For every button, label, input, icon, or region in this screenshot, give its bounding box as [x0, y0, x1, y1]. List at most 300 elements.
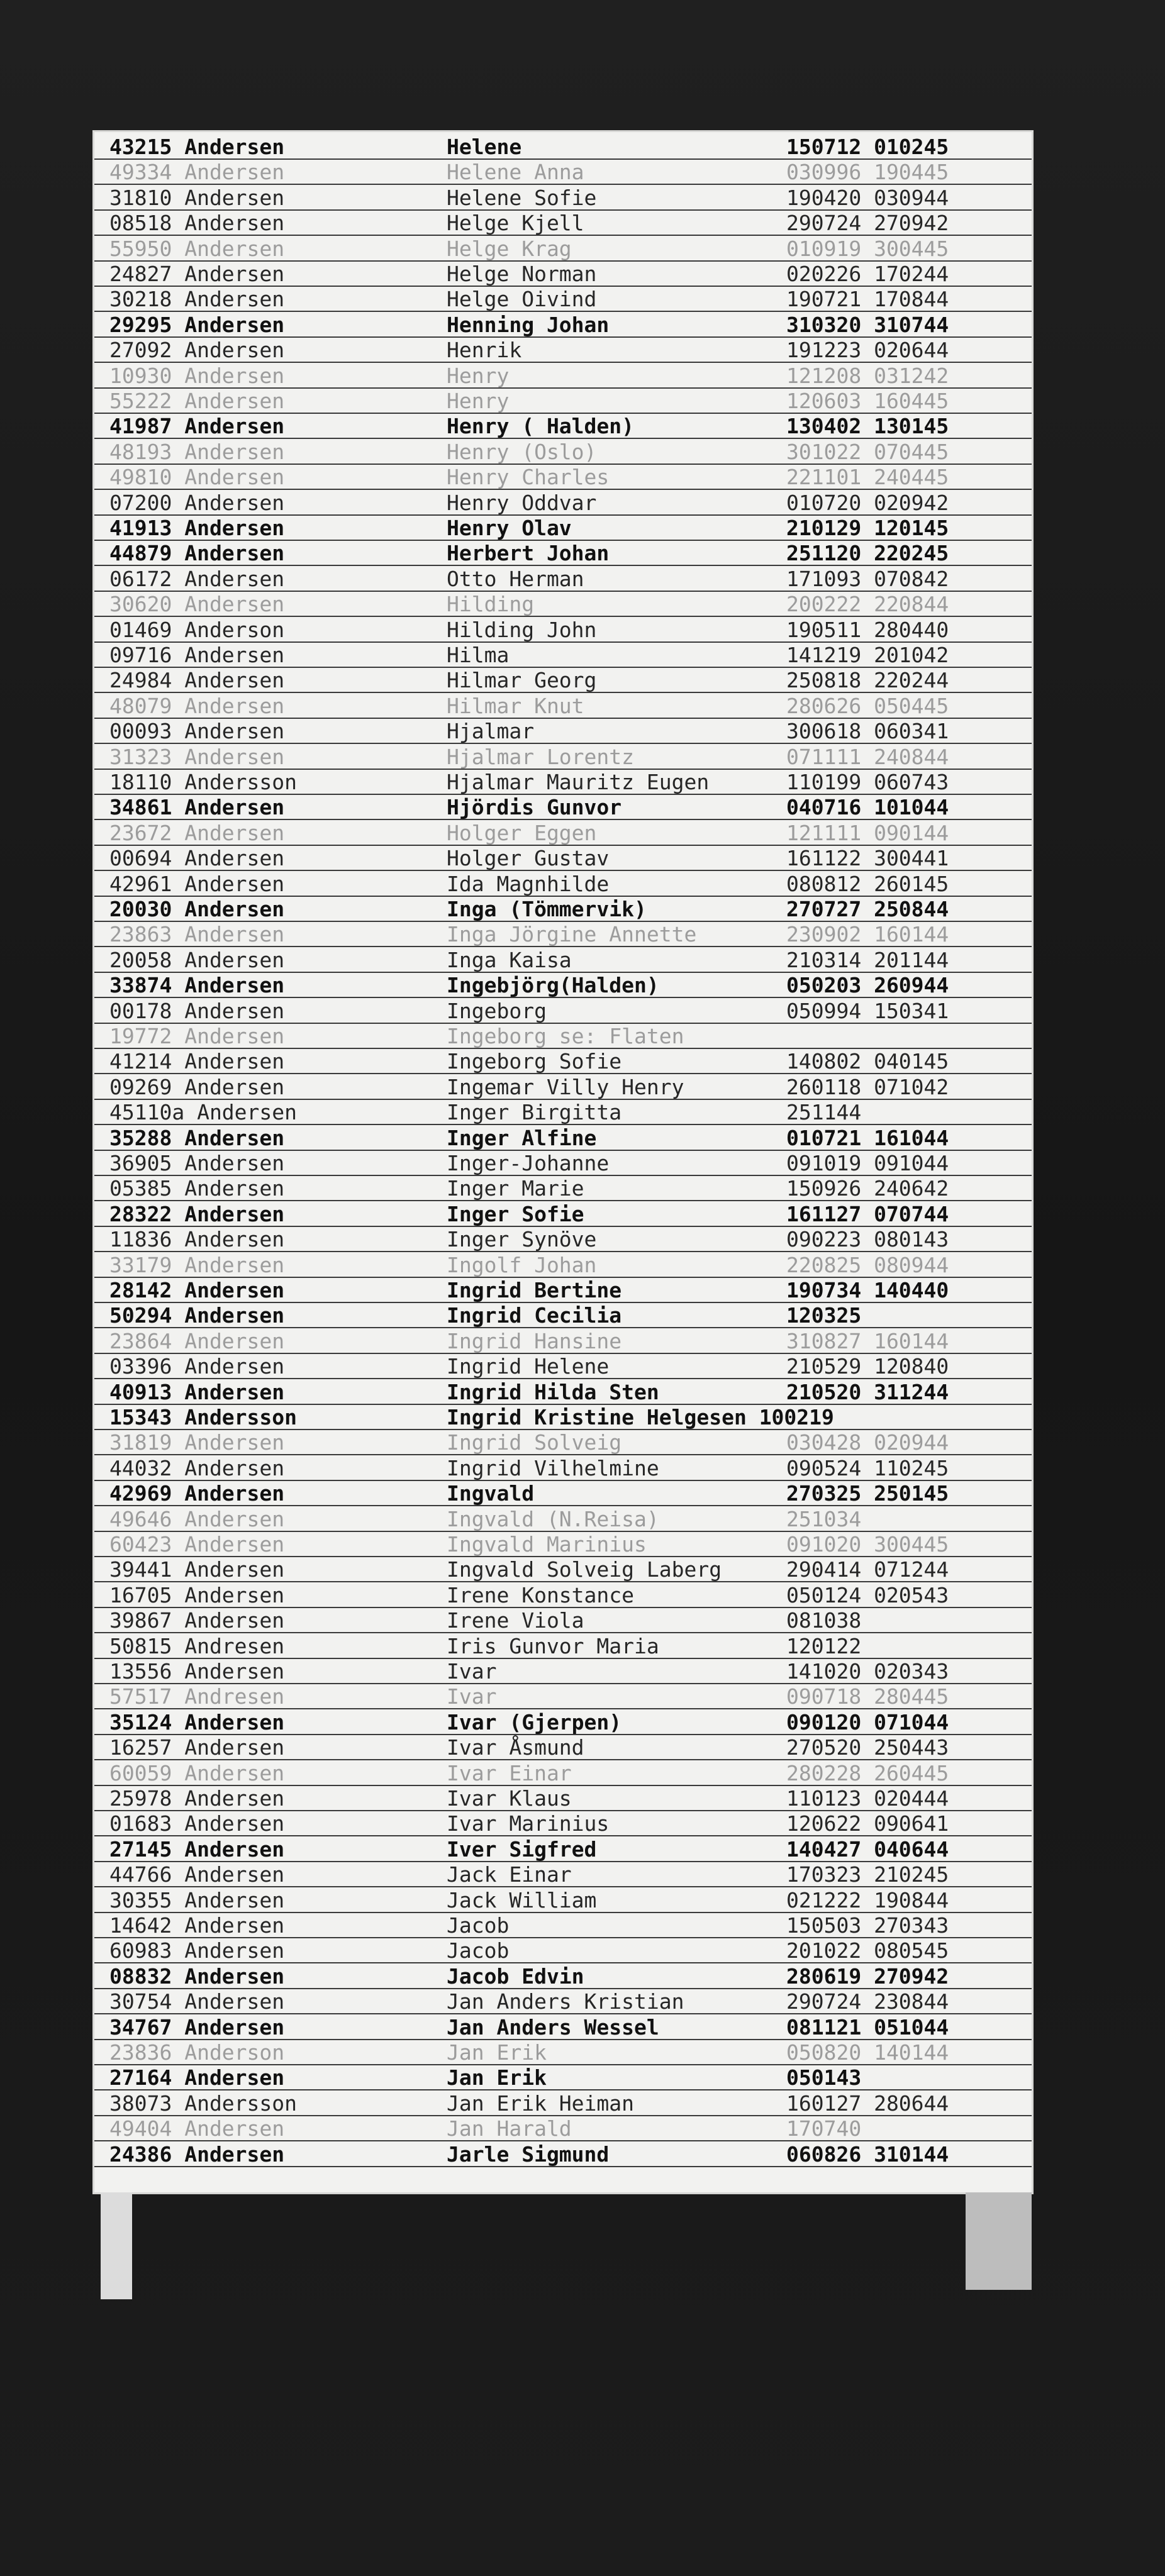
surname-entry: 27164 Andersen	[109, 2065, 285, 2090]
given-name: Ingrid Cecilia	[447, 1303, 622, 1328]
surname-entry: 30754 Andersen	[109, 1989, 285, 2014]
index-row	[94, 389, 1032, 414]
index-row	[94, 1761, 1032, 1786]
given-name: Ivar Einar	[447, 1760, 572, 1785]
date-entry: 171093 070842	[786, 566, 949, 591]
index-row	[94, 1456, 1032, 1481]
index-row	[94, 2116, 1032, 2141]
surname-entry: 60983 Andersen	[109, 1938, 285, 1963]
index-row	[94, 1329, 1032, 1354]
surname-entry: 40913 Andersen	[109, 1379, 285, 1404]
index-row	[94, 262, 1032, 287]
surname-entry: 28322 Andersen	[109, 1201, 285, 1226]
date-entry: 190734 140440	[786, 1278, 949, 1302]
given-name: Hilding	[447, 592, 535, 617]
surname-entry: 01683 Andersen	[109, 1811, 285, 1836]
index-row	[94, 2091, 1032, 2116]
index-row	[94, 1811, 1032, 1836]
surname-entry: 31810 Andersen	[109, 185, 285, 210]
given-name: Ingrid Solveig	[447, 1430, 622, 1455]
index-row	[94, 1049, 1032, 1074]
surname-entry: 16257 Andersen	[109, 1735, 285, 1760]
index-row	[94, 2065, 1032, 2090]
date-entry: 091020 300445	[786, 1532, 949, 1557]
index-row	[94, 440, 1032, 465]
surname-entry: 57517 Andresen	[109, 1684, 285, 1709]
surname-entry: 15343 Andersson	[109, 1405, 298, 1430]
surname-entry: 24386 Andersen	[109, 2141, 285, 2167]
surname-entry: 00093 Andersen	[109, 719, 285, 744]
date-entry: 080812 260145	[786, 871, 949, 896]
index-row	[94, 592, 1032, 617]
date-entry: 120622 090641	[786, 1811, 949, 1836]
surname-entry: 49810 Andersen	[109, 465, 285, 490]
date-entry: 120325	[786, 1303, 862, 1328]
index-row	[94, 922, 1032, 947]
date-entry: 120122	[786, 1633, 862, 1658]
index-card	[94, 132, 1032, 2192]
date-entry: 270520 250443	[786, 1735, 949, 1760]
index-row	[94, 1913, 1032, 1938]
index-row	[94, 491, 1032, 516]
index-row	[94, 1735, 1032, 1760]
surname-entry: 34861 Andersen	[109, 795, 285, 820]
index-row	[94, 313, 1032, 338]
given-name: Inger Marie	[447, 1176, 584, 1201]
surname-entry: 16705 Andersen	[109, 1582, 285, 1607]
given-name: Ingrid Helene	[447, 1354, 610, 1379]
index-row	[94, 211, 1032, 236]
surname-entry: 30620 Andersen	[109, 592, 285, 617]
date-entry: 050143	[786, 2065, 862, 2090]
index-row	[94, 1278, 1032, 1303]
given-name: Inger Alfine	[447, 1125, 597, 1150]
index-row	[94, 948, 1032, 973]
index-row	[94, 1354, 1032, 1379]
surname-entry: 35288 Andersen	[109, 1125, 285, 1150]
surname-entry: 08832 Andersen	[109, 1963, 285, 1989]
given-name: Jan Anders Kristian	[447, 1989, 684, 2014]
given-name: Henry Olav	[447, 516, 572, 540]
given-name: Ingolf Johan	[447, 1252, 597, 1277]
surname-entry: 14642 Andersen	[109, 1913, 285, 1938]
date-entry: 290414 071244	[786, 1557, 949, 1582]
surname-entry: 30218 Andersen	[109, 287, 285, 312]
given-name: Inga Jörgine Annette	[447, 922, 697, 947]
surname-entry: 43215 Andersen	[109, 135, 285, 159]
date-entry: 081121 051044	[786, 2014, 949, 2040]
surname-entry: 24984 Andersen	[109, 668, 285, 693]
index-row	[94, 897, 1032, 922]
surname-entry: 08518 Andersen	[109, 211, 285, 236]
given-name: Hjalmar Lorentz	[447, 744, 635, 769]
surname-entry: 33179 Andersen	[109, 1252, 285, 1277]
index-row	[94, 1380, 1032, 1405]
surname-entry: 50294 Andersen	[109, 1303, 285, 1328]
surname-entry: 07200 Andersen	[109, 490, 285, 515]
given-name: Helge Oivind	[447, 287, 597, 312]
date-entry: 290724 270942	[786, 211, 949, 236]
surname-entry: 44766 Andersen	[109, 1862, 285, 1887]
date-entry: 190721 170844	[786, 287, 949, 312]
index-row	[94, 1786, 1032, 1811]
surname-entry: 48193 Andersen	[109, 439, 285, 464]
given-name: Ingrid Hilda Sten	[447, 1379, 659, 1404]
surname-entry: 41913 Andersen	[109, 516, 285, 540]
given-name: Herbert Johan	[447, 541, 610, 566]
index-row	[94, 1862, 1032, 1887]
given-name: Henry	[447, 389, 510, 413]
card-tab-left	[101, 2192, 132, 2299]
given-name: Ingeborg	[447, 998, 547, 1023]
index-row	[94, 1634, 1032, 1659]
surname-entry: 42969 Andersen	[109, 1481, 285, 1506]
surname-entry: 23836 Anderson	[109, 2040, 285, 2065]
surname-entry: 09716 Andersen	[109, 643, 285, 667]
given-name: Inger Birgitta	[447, 1100, 622, 1125]
surname-entry: 23672 Andersen	[109, 820, 285, 845]
surname-entry: 05385 Andersen	[109, 1176, 285, 1201]
date-entry: 050203 260944	[786, 973, 949, 998]
surname-entry: 55222 Andersen	[109, 389, 285, 413]
surname-entry: 49646 Andersen	[109, 1506, 285, 1531]
date-entry: 121111 090144	[786, 820, 949, 845]
surname-entry: 38073 Andersson	[109, 2090, 298, 2116]
date-entry: 170740	[786, 2116, 862, 2141]
given-name: Ingeborg se: Flaten	[447, 1024, 684, 1048]
given-name: Hjalmar	[447, 719, 535, 744]
given-name: Inger Synöve	[447, 1227, 597, 1252]
index-row	[94, 1964, 1032, 1989]
given-name: Inger-Johanne	[447, 1151, 610, 1175]
index-row	[94, 1151, 1032, 1176]
index-row	[94, 618, 1032, 643]
given-name: Ingrid Bertine	[447, 1278, 622, 1302]
given-name: Jacob Edvin	[447, 1963, 584, 1989]
date-entry: 090524 110245	[786, 1455, 949, 1480]
given-name: Henrik	[447, 338, 522, 363]
date-entry: 230902 160144	[786, 922, 949, 947]
date-entry: 221101 240445	[786, 465, 949, 490]
given-name: Holger Gustav	[447, 846, 610, 871]
surname-entry: 42961 Andersen	[109, 871, 285, 896]
surname-entry: 13556 Andersen	[109, 1659, 285, 1684]
date-entry: 160127 280644	[786, 2090, 949, 2116]
date-entry: 251034	[786, 1506, 862, 1531]
date-entry: 280619 270942	[786, 1963, 949, 1989]
date-entry: 050994 150341	[786, 998, 949, 1023]
date-entry: 081038	[786, 1608, 862, 1633]
surname-entry: 39441 Andersen	[109, 1557, 285, 1582]
given-name: Ingvald (N.Reisa)	[447, 1506, 659, 1531]
given-name: Iris Gunvor Maria	[447, 1633, 659, 1658]
date-entry: 250818 220244	[786, 668, 949, 693]
index-row	[94, 287, 1032, 312]
date-entry: 280228 260445	[786, 1760, 949, 1785]
surname-entry: 44032 Andersen	[109, 1455, 285, 1480]
date-entry: 300618 060341	[786, 719, 949, 744]
date-entry: 270727 250844	[786, 897, 949, 921]
given-name: Ivar (Gjerpen)	[447, 1709, 622, 1735]
date-entry: 290724 230844	[786, 1989, 949, 2014]
surname-entry: 49404 Andersen	[109, 2116, 285, 2141]
given-name: Jan Anders Wessel	[447, 2014, 659, 2040]
surname-entry: 11836 Andersen	[109, 1227, 285, 1252]
given-name: Ivar Åsmund	[447, 1735, 584, 1760]
date-entry: 161122 300441	[786, 846, 949, 871]
date-entry: 040716 101044	[786, 795, 949, 820]
surname-entry: 55950 Andersen	[109, 236, 285, 261]
index-row	[94, 1481, 1032, 1506]
surname-entry: 29295 Andersen	[109, 312, 285, 337]
date-entry: 251120 220245	[786, 541, 949, 566]
given-name: Ingrid Kristine Helgesen 100219	[447, 1405, 834, 1430]
date-entry: 121208 031242	[786, 363, 949, 388]
date-entry: 150712 010245	[786, 135, 949, 159]
given-name: Irene Konstance	[447, 1582, 635, 1607]
given-name: Inger Sofie	[447, 1201, 584, 1226]
index-row	[94, 694, 1032, 719]
index-row	[94, 1659, 1032, 1684]
date-entry: 050820 140144	[786, 2040, 949, 2065]
index-row	[94, 1126, 1032, 1151]
index-row	[94, 1405, 1032, 1430]
surname-entry: 20058 Andersen	[109, 947, 285, 972]
index-row	[94, 160, 1032, 185]
given-name: Helene	[447, 135, 522, 159]
index-row	[94, 414, 1032, 439]
given-name: Ivar	[447, 1659, 497, 1684]
given-name: Ivar Klaus	[447, 1786, 572, 1811]
date-entry: 140802 040145	[786, 1049, 949, 1074]
surname-entry: 27145 Andersen	[109, 1836, 285, 1862]
index-row	[94, 1557, 1032, 1582]
date-entry: 260118 071042	[786, 1074, 949, 1099]
index-row	[94, 770, 1032, 795]
index-row	[94, 465, 1032, 490]
surname-entry: 50815 Andresen	[109, 1633, 285, 1658]
given-name: Hilma	[447, 643, 510, 667]
given-name: Iver Sigfred	[447, 1836, 597, 1862]
given-name: Ingvald	[447, 1481, 535, 1506]
index-row	[94, 846, 1032, 871]
date-entry: 110199 060743	[786, 770, 949, 794]
given-name: Jan Erik	[447, 2065, 547, 2090]
given-name: Henry Charles	[447, 465, 610, 490]
date-entry: 110123 020444	[786, 1786, 949, 1811]
given-name: Hilding John	[447, 617, 597, 642]
index-row	[94, 338, 1032, 363]
given-name: Henning Johan	[447, 312, 610, 337]
index-row	[94, 999, 1032, 1024]
given-name: Ingvald Solveig Laberg	[447, 1557, 722, 1582]
given-name: Hjalmar Mauritz Eugen	[447, 770, 710, 794]
index-row	[94, 1532, 1032, 1557]
index-row	[94, 1684, 1032, 1709]
given-name: Inga (Tömmervik)	[447, 897, 647, 921]
surname-entry: 01469 Anderson	[109, 617, 285, 642]
given-name: Jack Einar	[447, 1862, 572, 1887]
index-row	[94, 1710, 1032, 1735]
date-entry: 030428 020944	[786, 1430, 949, 1455]
date-entry: 170323 210245	[786, 1862, 949, 1887]
index-row	[94, 2040, 1032, 2065]
surname-entry: 27092 Andersen	[109, 338, 285, 363]
date-entry: 020226 170244	[786, 262, 949, 286]
given-name: Jan Erik Heiman	[447, 2090, 635, 2116]
given-name: Inga Kaisa	[447, 947, 572, 972]
index-row	[94, 1024, 1032, 1049]
index-row	[94, 1303, 1032, 1328]
given-name: Irene Viola	[447, 1608, 584, 1633]
given-name: Henry ( Halden)	[447, 414, 635, 439]
date-entry: 091019 091044	[786, 1151, 949, 1175]
given-name: Henry	[447, 363, 510, 388]
given-name: Hilmar Knut	[447, 693, 584, 718]
index-row	[94, 1608, 1032, 1633]
date-entry: 141219 201042	[786, 643, 949, 667]
date-entry: 310320 310744	[786, 312, 949, 337]
index-row	[94, 541, 1032, 566]
surname-entry: 06172 Andersen	[109, 566, 285, 591]
index-row	[94, 1202, 1032, 1227]
date-entry: 010720 020942	[786, 490, 949, 515]
surname-entry: 20030 Andersen	[109, 897, 285, 921]
index-row	[94, 1938, 1032, 1963]
date-entry: 090718 280445	[786, 1684, 949, 1709]
index-row	[94, 1227, 1032, 1252]
surname-entry: 41214 Andersen	[109, 1049, 285, 1074]
surname-entry: 41987 Andersen	[109, 414, 285, 439]
surname-entry: 28142 Andersen	[109, 1278, 285, 1302]
date-entry: 251144	[786, 1100, 862, 1125]
surname-entry: 31819 Andersen	[109, 1430, 285, 1455]
surname-entry: 30355 Andersen	[109, 1887, 285, 1913]
date-entry: 270325 250145	[786, 1481, 949, 1506]
date-entry: 201022 080545	[786, 1938, 949, 1963]
date-entry: 210529 120840	[786, 1354, 949, 1379]
surname-entry: 03396 Andersen	[109, 1354, 285, 1379]
index-row	[94, 236, 1032, 262]
date-entry: 310827 160144	[786, 1328, 949, 1353]
given-name: Ingeborg Sofie	[447, 1049, 622, 1074]
index-row	[94, 745, 1032, 770]
given-name: Ivar Marinius	[447, 1811, 610, 1836]
given-name: Ingebjörg(Halden)	[447, 973, 659, 998]
surname-entry: 23863 Andersen	[109, 922, 285, 947]
surname-entry: 44879 Andersen	[109, 541, 285, 566]
given-name: Ingemar Villy Henry	[447, 1074, 684, 1099]
given-name: Jacob	[447, 1938, 510, 1963]
index-row	[94, 1888, 1032, 1913]
given-name: Jacob	[447, 1913, 510, 1938]
surname-entry: 60423 Andersen	[109, 1532, 285, 1557]
date-entry: 030996 190445	[786, 160, 949, 185]
surname-entry: 39867 Andersen	[109, 1608, 285, 1633]
card-tab-right	[966, 2192, 1032, 2290]
given-name: Henry Oddvar	[447, 490, 597, 515]
date-entry: 021222 190844	[786, 1887, 949, 1913]
date-entry: 191223 020644	[786, 338, 949, 363]
date-entry: 150503 270343	[786, 1913, 949, 1938]
given-name: Jack William	[447, 1887, 597, 1913]
given-name: Hjördis Gunvor	[447, 795, 622, 820]
index-row	[94, 795, 1032, 820]
index-row	[94, 364, 1032, 389]
index-row	[94, 1100, 1032, 1125]
index-row	[94, 516, 1032, 541]
index-row	[94, 872, 1032, 897]
given-name: Hilmar Georg	[447, 668, 597, 693]
date-entry: 150926 240642	[786, 1176, 949, 1201]
surname-entry: 49334 Andersen	[109, 160, 285, 185]
surname-entry: 34767 Andersen	[109, 2014, 285, 2040]
date-entry: 050124 020543	[786, 1582, 949, 1607]
given-name: Helene Sofie	[447, 185, 597, 210]
date-entry: 220825 080944	[786, 1252, 949, 1277]
date-entry: 210520 311244	[786, 1379, 949, 1404]
given-name: Helge Krag	[447, 236, 572, 261]
date-entry: 190420 030944	[786, 185, 949, 210]
surname-entry: 60059 Andersen	[109, 1760, 285, 1785]
surname-entry: 18110 Andersson	[109, 770, 298, 794]
index-row	[94, 1837, 1032, 1862]
index-row	[94, 1075, 1032, 1100]
index-row	[94, 719, 1032, 744]
date-entry: 210129 120145	[786, 516, 949, 540]
surname-entry: 35124 Andersen	[109, 1709, 285, 1735]
index-row	[94, 1430, 1032, 1455]
date-entry: 090120 071044	[786, 1709, 949, 1735]
surname-entry: 45110a Andersen	[109, 1100, 298, 1125]
date-entry: 141020 020343	[786, 1659, 949, 1684]
surname-entry: 33874 Andersen	[109, 973, 285, 998]
given-name: Helge Kjell	[447, 211, 584, 236]
given-name: Holger Eggen	[447, 820, 597, 845]
index-row	[94, 567, 1032, 592]
surname-entry: 48079 Andersen	[109, 693, 285, 718]
surname-entry: 23864 Andersen	[109, 1328, 285, 1353]
surname-entry: 00178 Andersen	[109, 998, 285, 1023]
index-row	[94, 2142, 1032, 2167]
given-name: Helene Anna	[447, 160, 584, 185]
index-row	[94, 186, 1032, 211]
date-entry: 090223 080143	[786, 1227, 949, 1252]
date-entry: 130402 130145	[786, 414, 949, 439]
date-entry: 210314 201144	[786, 947, 949, 972]
given-name: Ivar	[447, 1684, 497, 1709]
surname-entry: 31323 Andersen	[109, 744, 285, 769]
surname-entry: 10930 Andersen	[109, 363, 285, 388]
index-row	[94, 1507, 1032, 1532]
index-row	[94, 643, 1032, 668]
given-name: Ingvald Marinius	[447, 1532, 647, 1557]
given-name: Helge Norman	[447, 262, 597, 286]
date-entry: 200222 220844	[786, 592, 949, 617]
surname-entry: 00694 Andersen	[109, 846, 285, 871]
date-entry: 120603 160445	[786, 389, 949, 413]
given-name: Jan Harald	[447, 2116, 572, 2141]
index-row	[94, 1176, 1032, 1201]
date-entry: 060826 310144	[786, 2141, 949, 2167]
surname-entry: 24827 Andersen	[109, 262, 285, 286]
index-row	[94, 1583, 1032, 1608]
index-row	[94, 973, 1032, 998]
date-entry: 161127 070744	[786, 1201, 949, 1226]
surname-entry: 19772 Andersen	[109, 1024, 285, 1048]
given-name: Ingrid Hansine	[447, 1328, 622, 1353]
given-name: Ingrid Vilhelmine	[447, 1455, 659, 1480]
